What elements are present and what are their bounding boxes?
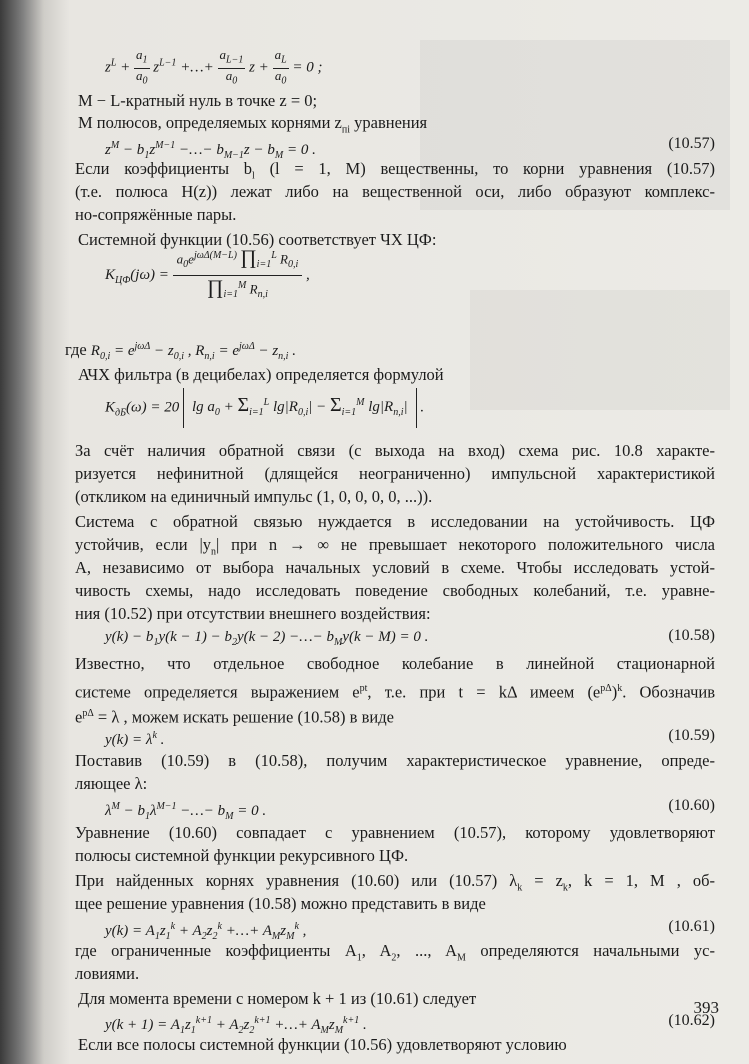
text-line: Если все полосы системной функции (10.56) удовлетворяют условию <box>78 1035 567 1054</box>
equation-number: (10.57) <box>668 135 715 152</box>
equation-number: (10.60) <box>668 797 715 814</box>
text-line: АЧХ фильтра (в децибелах) определяется формулой <box>78 365 444 384</box>
equation-number: (10.58) <box>668 627 715 644</box>
text-line: ния (10.52) при отсутствии внешнего воздействия: <box>75 604 431 623</box>
text-line: (откликом на единичный импульс (1, 0, 0, 0, 0, ...)). <box>75 487 433 506</box>
equation-number: (10.61) <box>668 918 715 935</box>
text-line: $e^{p\Delta} = \lambda$ , можем искать решение (10.58) в виде <box>75 707 394 727</box>
text-line: При найденных корнях уравнения (10.60) или (10.57) $\lambda_k = z_k$, k = 1, M , об- <box>75 871 715 894</box>
text-line: устойчив, если $|y_n|$ при n → ∞ не превышает некоторого положительного числа <box>75 535 715 558</box>
equation-top: $z^L$ + $\frac{a_1}{a_0}$ $z^{L-1}$ +…+ $\frac{a_{L-1}}{a_0}$ z + $\frac{a_L}{a_0}$ = 0 ; <box>105 47 323 87</box>
text-line: ловиями. <box>75 964 140 983</box>
equation-10-62: $y(k + 1) = A_1z_1^{k+1} + A_2z_2^{k+1}$ +…+ $A_Mz_M^{k+1}$ . <box>105 1015 367 1036</box>
text-line: За счёт наличия обратной связи (с выхода на вход) схема рис. 10.8 характе- <box>75 441 715 460</box>
equation-10-60: $\lambda^M - b_1\lambda^{M-1}$ −…− $b_M = 0$ . <box>105 801 267 822</box>
text-line: полюсы системной функции рекурсивного ЦФ. <box>75 846 409 865</box>
text-line: ризуется нефинитной (длящейся неограниченно) импульсной характеристикой <box>75 464 715 483</box>
text-line: но-сопряжённые пары. <box>75 205 237 224</box>
page-number: 393 <box>693 998 719 1017</box>
equation-10-59: $y(k) = \lambda^k$ . <box>105 730 165 748</box>
equation-kdb: $K_{дБ}(\omega) = 20$ $\lg a_0 + \Sigma_{i=1}^L$ $\lg|R_{0,i}| - \Sigma_{i=1}^M$ $\lg|R_{п,i}|$ . <box>105 388 424 428</box>
text-line: системе определяется выражением $e^{pt}$, т.е. при t = kΔ имеем $(e^{p\Delta})^k$. Обозначив <box>75 682 715 702</box>
text-line: Поставив (10.59) в (10.58), получим характеристическое уравнение, опреде- <box>75 751 715 770</box>
text-line: где ограниченные коэффициенты $A_1$, $A_2$, ..., $A_M$ определяются начальными ус- <box>75 941 716 964</box>
equation-10-57: $z^M - b_1z^{M-1}$ −…− $b_{M-1}z - b_M = 0$ . <box>105 140 316 161</box>
text-line: A, независимо от выбора начальных условий в схеме. Чтобы исследовать устой- <box>75 558 715 577</box>
text-line: Системной функции (10.56) соответствует ЧХ ЦФ: <box>78 230 437 249</box>
text-line: Известно, что отдельное свободное колебание в линейной стационарной <box>75 654 715 673</box>
equation-10-58: $y(k) - b_1y(k - 1) - b_2y(k - 2)$ −…− $b_My(k - M) = 0$ . <box>105 629 429 648</box>
text-line: чивость схемы, надо исследовать поведение свободных колебаний, т.е. уравне- <box>75 581 715 600</box>
equation-kcf: $K_{ЦФ}(j\omega)$ = $\frac{a_0e^{j\omega\Delta(M-L)} \prod_{i=1}^L R_{0,i}}{\prod_{i=1}^M R_{п,i}}$ , <box>105 246 310 300</box>
text-line: ляющее λ: <box>75 774 148 793</box>
text-line: щее решение уравнения (10.58) можно представить в виде <box>75 894 486 913</box>
equation-10-61: $y(k) = A_1z_1^k + A_2z_2^k$ +…+ $A_Mz_M^k$ , <box>105 921 307 942</box>
text-line: Уравнение (10.60) совпадает с уравнением (10.57), которому удовлетворяют <box>75 823 715 842</box>
text-line: M полюсов, определяемых корнями $z_{пi}$ уравнения <box>78 113 428 136</box>
text-line: где $R_{0,i} = e^{j\omega\Delta} - z_{0,i}$ , $R_{п,i} = e^{j\omega\Delta} - z_{п,i}$ . <box>65 340 296 362</box>
equation-number: (10.59) <box>668 727 715 744</box>
text-line: (т.е. полюса H(z)) лежат либо на вещественной оси, либо образуют комплекс- <box>75 182 715 201</box>
text-line: M − L-кратный нуль в точке z = 0; <box>78 91 318 110</box>
text-line: Если коэффициенты $b_l$ (l = 1, M) вещественны, то корни уравнения (10.57) <box>75 159 716 182</box>
text-line: Для момента времени с номером k + 1 из (10.61) следует <box>78 989 477 1008</box>
equation-number: (10.62) <box>668 1012 715 1029</box>
text-line: Система с обратной связью нуждается в исследовании на устойчивость. ЦФ <box>75 512 715 531</box>
